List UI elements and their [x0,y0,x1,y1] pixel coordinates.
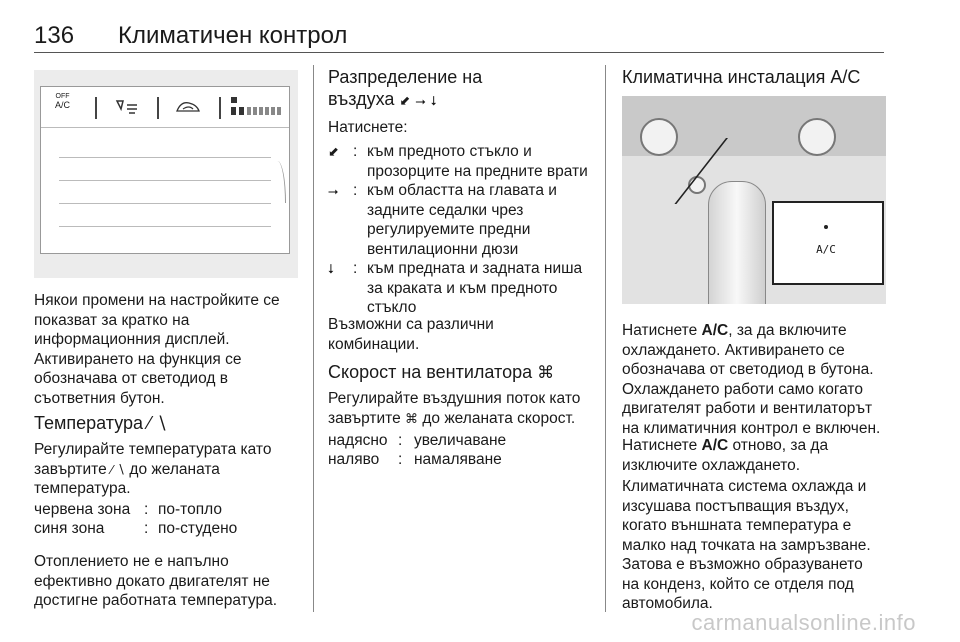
text-line: Възможни са различни [328,316,494,333]
head-vent-icon: ⭢ [415,93,426,108]
table-separator: : [144,501,149,518]
fan-icon: ⌘ [537,363,555,382]
status-separator [95,97,97,119]
temperature-body [34,440,304,499]
left-climate-knob [640,118,678,156]
led-indicator [824,225,828,229]
text-span: Натиснете [622,322,702,339]
windscreen-icon: ⬋ [399,93,411,108]
text-line: автомобила. [622,595,713,612]
text-line: ефективно докато двигателят не [34,572,270,590]
climate-display-figure [34,70,298,278]
text-line: информационния дисплей. [34,331,230,348]
text-span: отново, за да [728,437,829,454]
heading-line [328,88,598,112]
ac-paragraph-1 [622,321,902,438]
ac-button-label: A/C [816,243,836,256]
fan-speed-body [328,389,603,428]
item-separator: : [353,182,358,199]
text-line: регулируемите предни [367,221,531,238]
fan-speed-heading [328,361,598,384]
text-line: Отоплението не е напълно [34,553,229,570]
header-divider [34,52,884,53]
item-separator: : [353,260,358,277]
text-line [328,409,603,429]
page-header [34,4,884,50]
ac-heading: Климатична инсталация A/C [622,67,861,87]
ac-button-closeup [772,201,884,285]
heading-text: въздуха [328,89,395,109]
text-line [622,321,902,341]
status-separator [219,97,221,119]
display-line [59,180,271,181]
text-line: изключите охлаждането. [622,456,801,474]
fan-speed-bar-icon [229,95,285,119]
head-vent-icon: ⭢ [328,183,339,198]
display-line [59,157,271,158]
table-definition: намаляване [414,451,502,468]
table-definition: увеличаване [414,432,507,449]
text-line: стъкло [367,299,417,316]
distribution-item-head [367,181,597,259]
text-line: двигателят работи и вентилаторът [622,400,873,417]
text-span: до желаната скорост. [422,409,576,427]
intro-paragraph [34,291,304,408]
text-line: малко над точката на замръзване. [622,536,871,554]
text-line: Охлаждането работи само когато [622,380,863,398]
text-line: показват за кратко на [34,311,190,329]
text-line: към областта на главата и [367,182,557,199]
air-distribution-heading [328,66,598,112]
display-status-bar [41,87,289,128]
text-line: за краката и към предното [367,279,558,297]
heading-text: Разпределение на [328,67,483,87]
temperature-knob-icon: ⁄ ∖ [111,461,126,477]
text-line: охлаждането. Активирането се [622,341,845,359]
text-line: Някои промени на настройките се [34,292,280,309]
table-term: наляво [328,451,380,468]
item-separator: : [353,143,358,160]
text-span: , за да включите [728,322,847,339]
text-line [34,460,304,480]
table-separator: : [398,432,403,449]
footwell-icon: ⭣ [328,261,335,276]
text-line: Затова е възможно образуването [622,556,863,573]
text-span: Натиснете [622,437,702,454]
text-line: на климатичния контрол е включен. [622,419,881,437]
text-line: към предната и задната ниша [367,260,583,277]
ac-paragraph-3 [622,477,902,614]
ac-label: A/C [55,100,71,110]
ac-term: A/C [701,437,729,454]
off-label: OFF [55,93,70,100]
right-climate-knob [798,118,836,156]
text-line: Регулирайте въздушния поток като [328,390,581,407]
heading-text: Скорост на вентилатора [328,362,533,382]
text-line [622,436,902,456]
text-line: обозначава от светодиод в бутона. [622,361,874,378]
text-line: Регулирайте температурата като [34,441,272,458]
text-line: комбинации. [328,335,420,353]
table-term: надясно [328,432,388,449]
temperature-heading [34,412,304,434]
combinations-paragraph [328,315,598,354]
text-line: вентилационни дюзи [367,240,519,258]
table-definition: по-студено [158,520,238,537]
press-label: Натиснете: [328,119,408,136]
status-separator [157,97,159,119]
text-line: прозорците на предните врати [367,162,588,180]
column-divider-2 [605,65,606,612]
text-line: на конденз, който се отделя под [622,575,854,593]
table-separator: : [144,520,149,537]
ac-console-figure [622,96,886,304]
text-span: завъртите [328,409,401,427]
display-arc [269,161,286,203]
page-title: Климатичен контрол [118,22,348,49]
page-number: 136 [34,22,75,49]
text-line: изсушава постъпващия въздух, [622,497,849,515]
recirculation-icon [175,97,203,117]
windscreen-icon: ⬋ [328,144,339,159]
ac-paragraph-2 [622,436,902,475]
text-line: Климатичната система охлажда и [622,478,867,495]
watermark: carmanualsonline.info [691,610,916,635]
display-line [59,226,271,227]
display-screen [40,86,290,254]
text-line: когато външната температура е [622,517,852,534]
table-term: червена зона [34,501,131,518]
column-divider-1 [313,65,314,612]
footwell-icon: ⭣ [430,93,437,108]
text-line: Активирането на функция се [34,350,242,368]
ac-off-indicator [55,93,70,109]
heating-note [34,552,314,611]
table-separator: : [398,451,403,468]
heading-text: Температура [34,413,144,433]
distribution-item-footwell [367,259,597,318]
air-distribution-icon [113,97,141,117]
text-line: съответния бутон. [34,389,165,407]
text-span: завъртите [34,460,107,478]
text-line: към предното стъкло и [367,143,532,160]
table-term: синя зона [34,520,105,537]
text-span: до желаната [129,460,220,478]
temperature-knob-icon: ⁄ ∖ [148,413,168,433]
text-line: температура. [34,480,131,497]
text-line: задните седалки чрез [367,201,524,219]
distribution-item-windscreen [367,142,597,181]
display-line [59,203,271,204]
text-line: достигне работната температура. [34,592,278,609]
table-definition: по-топло [158,501,222,518]
ac-term: A/C [701,322,729,339]
fan-icon: ⌘ [405,410,419,426]
text-line: обозначава от светодиод в [34,370,228,387]
